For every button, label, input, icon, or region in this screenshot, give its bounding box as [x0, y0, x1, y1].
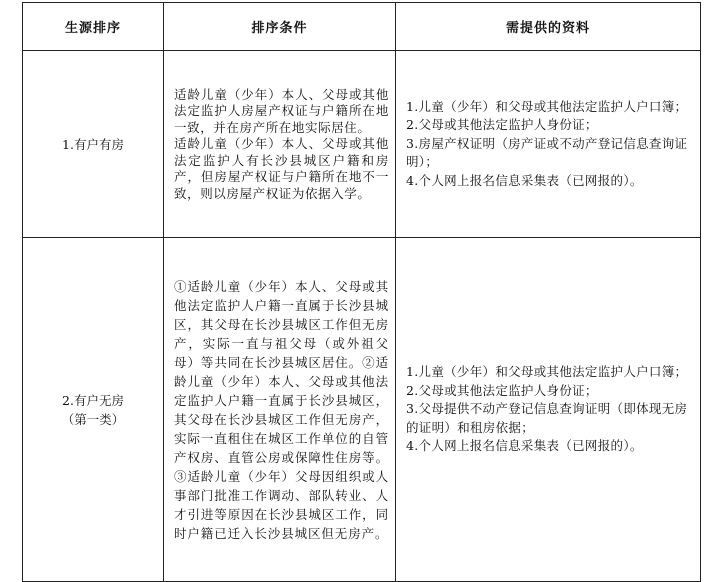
table-header-row	[23, 3, 701, 51]
documents-cell	[396, 238, 701, 582]
document-item: 2.父母或其他法定监护人身份证；	[406, 117, 598, 133]
document-item: 3.房屋产权证明（房产证或不动产登记信息查询证明）；	[406, 135, 688, 170]
conditions-cell	[164, 51, 396, 238]
document-item: 1.儿童（少年）和父母或其他法定监护人户口簿；	[406, 364, 688, 380]
header-rank: 生源排序	[23, 3, 164, 51]
rank-cell	[23, 51, 164, 238]
document-item: 4.个人网上报名信息采集表（已网报的）。	[406, 438, 643, 454]
document-item: 3.父母提供不动产登记信息查询证明（即体现无房的证明）和租房依据；	[406, 401, 688, 435]
condition-text: 适龄儿童（少年）本人、父母或其他法定监护人有长沙县城区户籍和房产，但房屋产权证与户籍所在地不一致，则以房屋产权证为依据入学。	[174, 136, 389, 201]
rank-cell	[23, 238, 164, 582]
document-item: 1.儿童（少年）和父母或其他法定监护人户口簿；	[406, 98, 688, 114]
table-row	[23, 238, 701, 582]
condition-text: 适龄儿童（少年）本人、父母或其他法定监护人房屋产权证与户籍所在地一致，并在房产所在地实际居住。	[174, 86, 389, 135]
documents-cell	[396, 51, 701, 238]
rank-label: 2.有户无房	[62, 392, 124, 408]
header-conditions: 排序条件	[164, 3, 396, 51]
table-row	[23, 51, 701, 238]
condition-text: ①适龄儿童（少年）本人、父母或其他法定监护人户籍一直属于长沙县城区，其父母在长沙县城区工作但无房产，实际一直与祖父母（或外祖父母）等共同在长沙县城区居住。②适龄儿童（少年）本人、父母或其他法定监护人户籍一直属于长沙县城区，其父母在长沙县城区工作但无房产，实际一直租住在城区工作单位的自管产权房、直管公房或保障性住房等。③适龄儿童（少年）父母因组织或人事部门批准工作调动、部队转业、人才引进等原因在长沙县城区工作，同时户籍已迁入长沙县城区但无房产。	[174, 279, 389, 541]
conditions-cell	[164, 238, 396, 582]
rank-sublabel: （第一类）	[61, 411, 125, 427]
header-documents: 需提供的资料	[396, 3, 701, 51]
admission-criteria-table	[22, 2, 701, 582]
document-item: 2.父母或其他法定监护人身份证；	[406, 382, 598, 398]
rank-label: 1.有户有房	[62, 136, 124, 152]
document-item: 4.个人网上报名信息采集表（已网报的）。	[406, 172, 643, 188]
